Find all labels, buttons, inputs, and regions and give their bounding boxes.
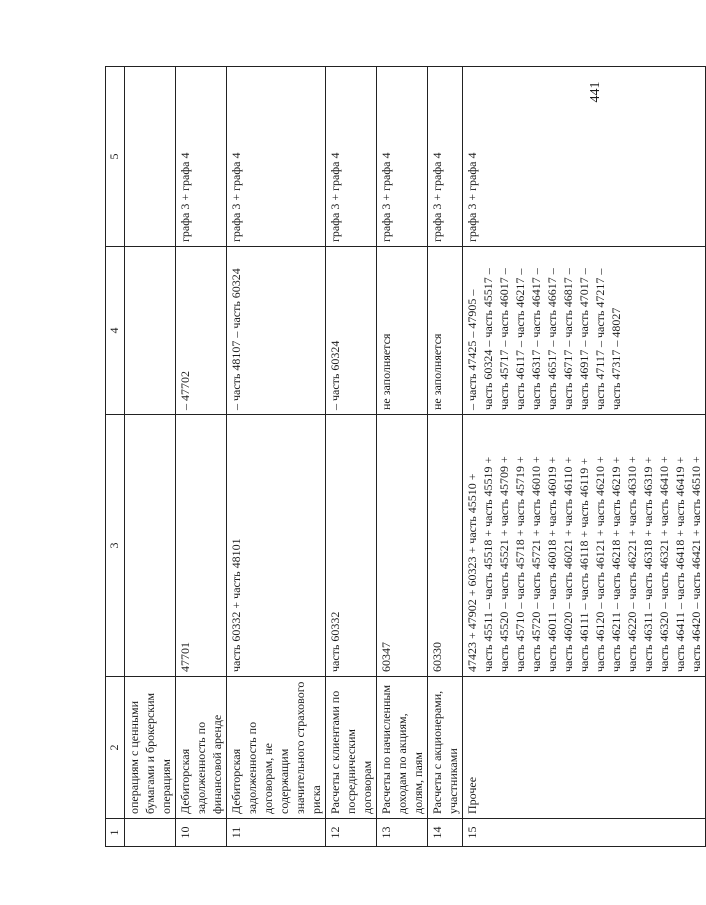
row-number: 11 [227,819,326,847]
row-col4: – часть 47425 – 47905 – часть 60324 – часть 45517 – часть 45717 – часть 46017 – часть 46117 – часть 46217 – часть 46317 – часть 46417 – часть 46517 – часть 46617 – часть 46717 – часть 46817 – часть 46917 – часть 47017 – часть 47117 – часть 47217 – часть 47317 – 48027 [463,247,706,415]
row-number [125,819,176,847]
row-name: Прочее [463,677,706,819]
row-col4: не заполняется [428,247,463,415]
row-col3: часть 60332 [326,415,377,677]
row-col5: графа 3 + графа 4 [377,67,428,247]
row-name: Расчеты с акционерами, участниками [428,677,463,819]
table-row [125,67,176,847]
table-row [176,67,227,847]
row-col3: часть 60332 + часть 48101 [227,415,326,677]
row-col5: графа 3 + графа 4 [463,67,706,247]
row-number: 15 [463,819,706,847]
table-row [377,67,428,847]
row-number: 14 [428,819,463,847]
row-name: операциям с ценными бумагами и брокерским операциям [125,677,176,819]
table-row [326,67,377,847]
header-cell-2: 2 [106,677,125,819]
row-col5: графа 3 + графа 4 [428,67,463,247]
accounts-table [105,66,706,847]
row-col4: – 47702 [176,247,227,415]
row-name: Дебиторская задолженность по финансовой аренде [176,677,227,819]
table-row [428,67,463,847]
table-row [463,67,706,847]
row-col3 [125,415,176,677]
header-cell-5: 5 [106,67,125,247]
row-col5: графа 3 + графа 4 [176,67,227,247]
row-col5 [125,67,176,247]
row-name: Расчеты по начисленным доходам по акциям, долям, паям [377,677,428,819]
header-cell-1: 1 [106,819,125,847]
row-col5: графа 3 + графа 4 [326,67,377,247]
row-col5: графа 3 + графа 4 [227,67,326,247]
header-cell-4: 4 [106,247,125,415]
row-col4: – часть 60324 [326,247,377,415]
row-col4: – часть 48107 – часть 60324 [227,247,326,415]
header-cell-3: 3 [106,415,125,677]
row-col3: 47423 + 47902 + 60323 + часть 45510 + часть 45511 – часть 45518 + часть 45519 + часть 45520 – часть 45521 + часть 45709 + часть 45710 – часть 45718 + часть 45719 + часть 45720 – часть 45721 + часть 46010 + часть 46011 – часть 46018 + часть 46019 + часть 46020 – часть 46021 + часть 46110 + часть 46111 – часть 46118 + часть 46119 + часть 46120 – часть 46121 + часть 46210 + часть 46211 – часть 46218 + часть 46219 + часть 46220 – часть 46221 + часть 46310 + часть 46311 – часть 46318 + часть 46319 + часть 46320 – часть 46321 + часть 46410 + часть 46411 – часть 46418 + часть 46419 + часть 46420 – часть 46421 + часть 46510 + [463,415,706,677]
row-col4 [125,247,176,415]
row-number: 10 [176,819,227,847]
table-row [227,67,326,847]
row-col4: не заполняется [377,247,428,415]
page-number: 441 [588,81,603,103]
row-col3: 60347 [377,415,428,677]
row-number: 12 [326,819,377,847]
row-name: Дебиторская задолженность по договорам, не содержащим значительного страхового риска [227,677,326,819]
table-header-row [106,67,125,847]
row-name: Расчеты с клиентами по посредническим договорам [326,677,377,819]
row-col3: 60330 [428,415,463,677]
row-number: 13 [377,819,428,847]
row-col3: 47701 [176,415,227,677]
